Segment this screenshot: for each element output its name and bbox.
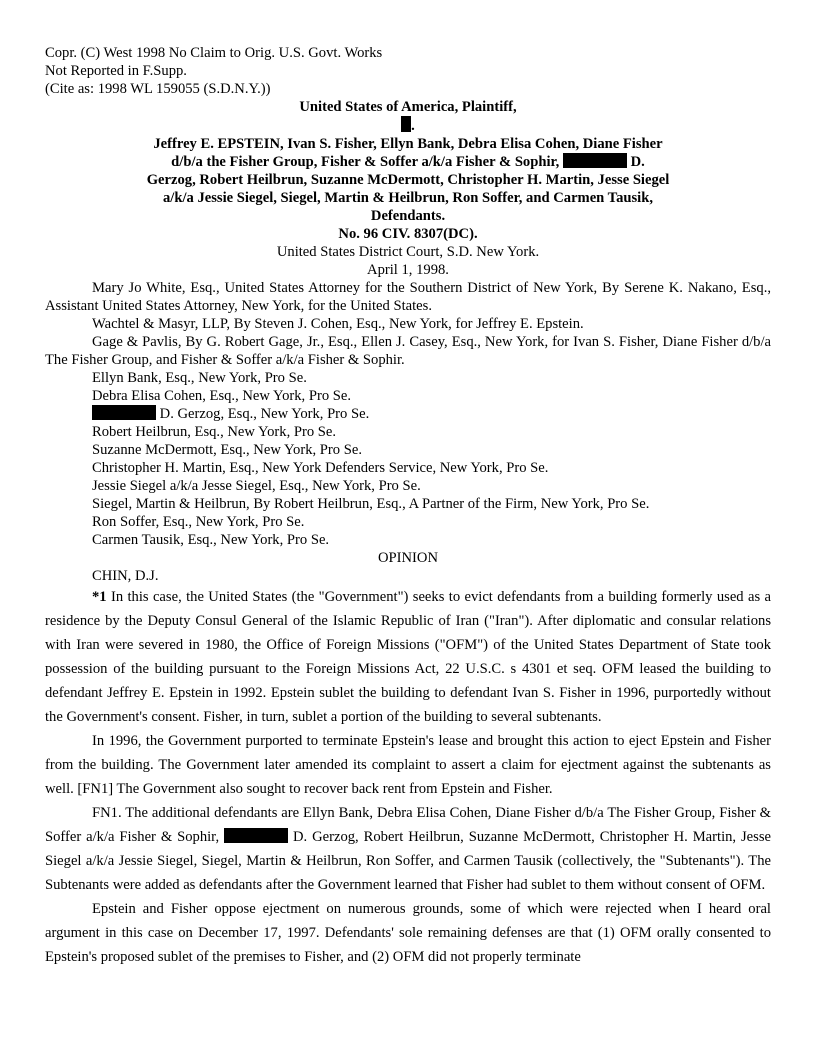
counsel-gerzog-text: D. Gerzog, Esq., New York, Pro Se. xyxy=(159,406,370,422)
opinion-paragraph-2: In 1996, the Government purported to terminate Epstein's lease and brought this action to eject Epstein and Fisher from the building. The Government later amended its complaint to assert a claim for ejectment against the subtenants as well. [FN1] The Government also sought to recover back rent from Epstein and Fisher. xyxy=(45,733,771,797)
reporter-line: Not Reported in F.Supp. xyxy=(45,63,187,79)
counsel-bank: Ellyn Bank, Esq., New York, Pro Se. xyxy=(92,370,307,386)
counsel-heilbrun: Robert Heilbrun, Esq., New York, Pro Se. xyxy=(92,424,337,440)
versus-tail: . xyxy=(411,118,415,134)
counsel-government: Mary Jo White, Esq., United States Attorney for the Southern District of New York, By Serene K. Nakano, Esq., Assistant United States Attorney, New York, for the United States. xyxy=(45,280,771,314)
footnote-1a: FN1. The additional defendants are Ellyn Bank, Debra Elisa Cohen, Diane Fisher d/b/a The Fisher Group, Fisher & Soffer a/k/a Fisher & Sophir, xyxy=(45,805,771,845)
counsel-epstein: Wachtel & Masyr, LLP, By Steven J. Cohen, Esq., New York, for Jeffrey E. Epstein. xyxy=(92,316,584,332)
redaction-box xyxy=(224,828,288,843)
counsel-soffer: Ron Soffer, Esq., New York, Pro Se. xyxy=(92,514,305,530)
opinion-paragraph-3: Epstein and Fisher oppose ejectment on numerous grounds, some of which were rejected when I heard oral argument in this case on December 17, 1997. Defendants' sole remaining defenses are that (1) OFM orally consented to Epstein's proposed sublet of the premises to Fisher, and (2) OFM did not properly terminate xyxy=(45,901,771,965)
counsel-tausik: Carmen Tausik, Esq., New York, Pro Se. xyxy=(92,532,330,548)
redaction-box xyxy=(401,116,411,132)
redaction-box xyxy=(92,405,156,420)
opinion-paragraph-1 xyxy=(45,585,771,729)
judge-name: CHIN, D.J. xyxy=(92,568,159,584)
defendants-label: Defendants. xyxy=(370,208,446,224)
counsel-firm: Siegel, Martin & Heilbrun, By Robert Heilbrun, Esq., A Partner of the Firm, New York, Pro Se. xyxy=(92,496,650,512)
defendants-line-4: a/k/a Jessie Siegel, Siegel, Martin & Heilbrun, Ron Soffer, and Carmen Tausik, xyxy=(162,190,653,206)
counsel-martin: Christopher H. Martin, Esq., New York Defenders Service, New York, Pro Se. xyxy=(92,460,549,476)
defendants-line-2 xyxy=(45,153,771,171)
opinion-heading: OPINION xyxy=(378,550,438,566)
copyright-line: Copr. (C) West 1998 No Claim to Orig. U.S. Govt. Works xyxy=(45,45,383,61)
defendants-line-2a: d/b/a the Fisher Group, Fisher & Soffer a/k/a Fisher & Sophir, xyxy=(171,154,560,170)
citation-line: (Cite as: 1998 WL 159055 (S.D.N.Y.)) xyxy=(45,81,271,97)
counsel-fisher: Gage & Pavlis, By G. Robert Gage, Jr., Esq., Ellen J. Casey, Esq., New York, for Ivan S. Fisher, Diane Fisher d/b/a The Fisher Group, and Fisher & Soffer a/k/a Fisher & Sophir. xyxy=(45,334,771,368)
paragraph-1-text: In this case, the United States (the "Government") seeks to evict defendants from a building formerly used as a residence by the Deputy Consul General of the Islamic Republic of Iran ("Iran"). After diplomatic and consular relations with Iran were severed in 1980, the Office of Foreign Missions ("OFM") of the United States Department of State took possession of the building pursuant to the Foreign Missions Act, 22 U.S.C. s 4301 et seq. OFM leased the building to defendant Jeffrey E. Epstein in 1992. Epstein sublet the building to defendant Ivan S. Fisher in 1996, purportedly without the Government's consent. Fisher, in turn, sublet a portion of the building to several subtenants. xyxy=(45,589,771,725)
counsel-mcdermott: Suzanne McDermott, Esq., New York, Pro Se. xyxy=(92,442,362,458)
star-page-marker: *1 xyxy=(92,589,107,605)
redaction-box xyxy=(563,153,627,168)
plaintiff-caption: United States of America, Plaintiff, xyxy=(299,99,517,115)
defendants-line-2b: D. xyxy=(630,154,645,170)
counsel-siegel: Jessie Siegel a/k/a Jesse Siegel, Esq., New York, Pro Se. xyxy=(92,478,421,494)
defendants-line-1: Jeffrey E. EPSTEIN, Ivan S. Fisher, Ellyn Bank, Debra Elisa Cohen, Diane Fisher xyxy=(153,136,663,152)
court-name: United States District Court, S.D. New York. xyxy=(276,244,540,260)
counsel-gerzog xyxy=(45,405,771,423)
counsel-cohen: Debra Elisa Cohen, Esq., New York, Pro Se. xyxy=(92,388,352,404)
footnote-1 xyxy=(45,801,771,897)
docket-number: No. 96 CIV. 8307(DC). xyxy=(338,226,478,242)
defendants-line-3: Gerzog, Robert Heilbrun, Suzanne McDermott, Christopher H. Martin, Jesse Siegel xyxy=(146,172,670,188)
decision-date: April 1, 1998. xyxy=(367,262,449,278)
versus-line xyxy=(45,116,771,135)
footnote-1b: D. Gerzog, Robert Heilbrun, Suzanne McDermott, Christopher H. Martin, Jesse Siegel a/k/a Jessie Siegel, Siegel, Martin & Heilbrun, Ron Soffer, and Carmen Tausik (collectively, the "Subtenants"). The Subtenants were added as defendants after the Government learned that Fisher had sublet to them without consent of OFM. xyxy=(45,829,771,893)
